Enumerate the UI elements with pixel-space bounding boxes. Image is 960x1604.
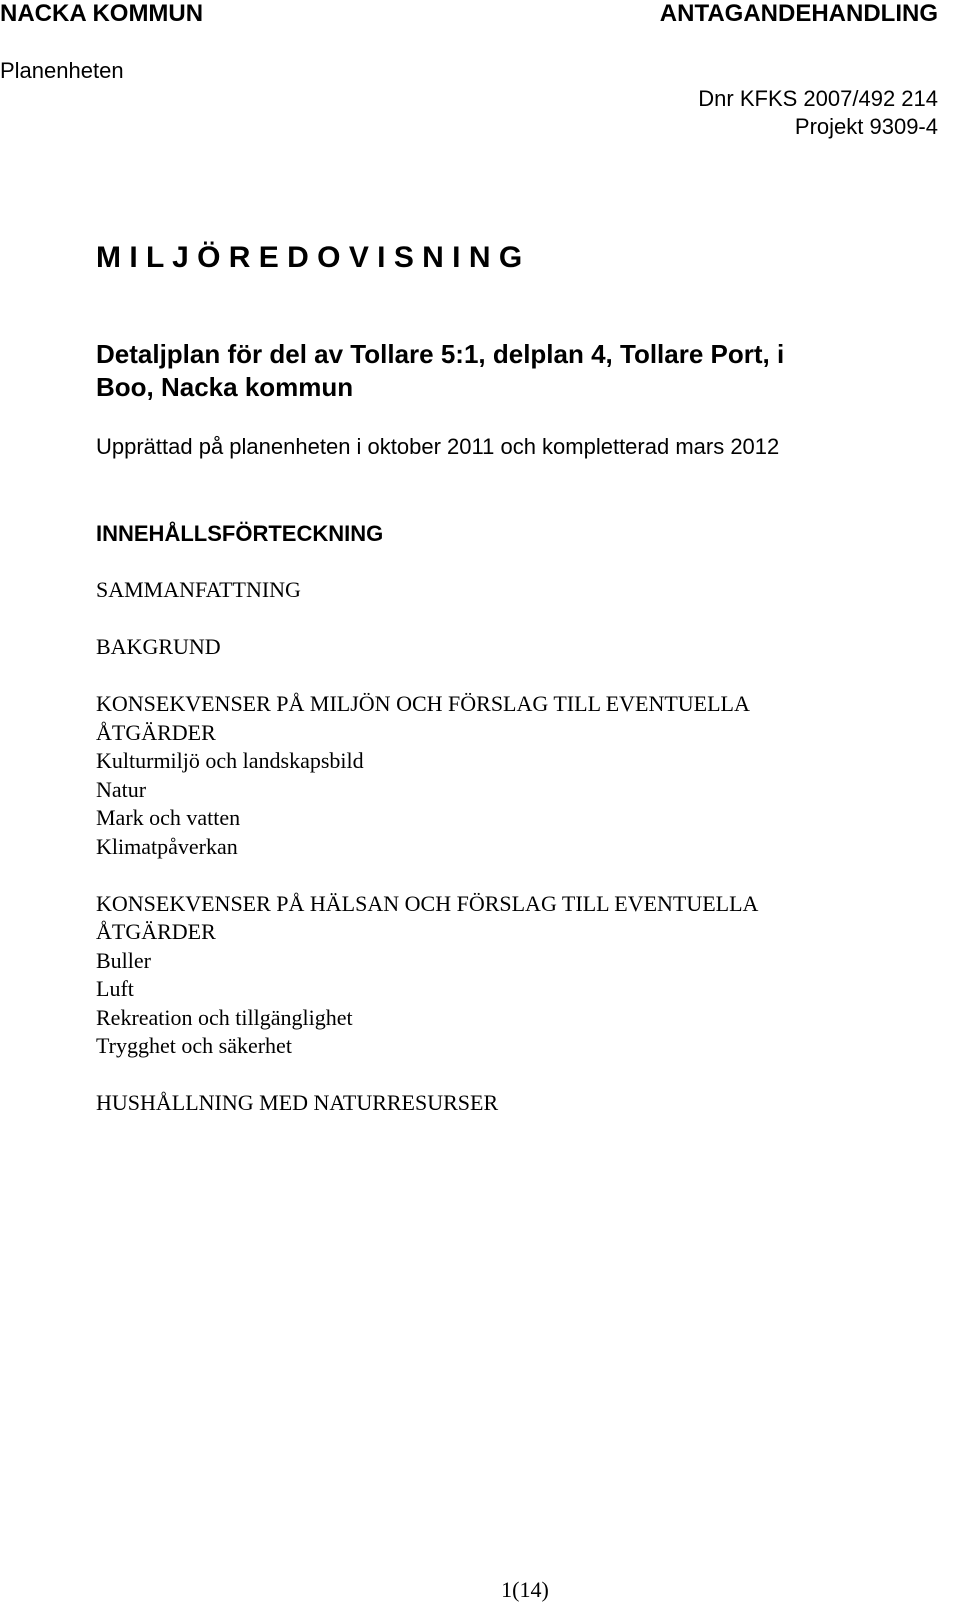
toc-entry: ÅTGÄRDER: [96, 719, 216, 745]
toc-entry: Kulturmiljö och landskapsbild: [96, 748, 364, 773]
toc-entry: SAMMANFATTNING: [96, 577, 301, 602]
toc-entry: Buller: [96, 947, 151, 973]
toc-entry: Mark och vatten: [96, 805, 241, 830]
toc-entry: KONSEKVENSER PÅ MILJÖN OCH FÖRSLAG TILL EVENTUELLA: [96, 691, 750, 716]
document-title: M I L J Ö R E D O V I S N I N G: [96, 241, 523, 274]
document-subtitle: [96, 338, 896, 404]
toc-entry: Luft: [96, 976, 134, 1001]
toc-section-environment: [96, 690, 916, 861]
subtitle-line: Detaljplan för del av Tollare 5:1, delplan 4, Tollare Port, i: [96, 339, 785, 369]
toc-entry: ÅTGÄRDER: [96, 919, 216, 944]
prepared-note: Upprättad på planenheten i oktober 2011 och kompletterad mars 2012: [96, 434, 780, 459]
project-number: Projekt 9309-4: [794, 114, 938, 139]
table-of-contents: [96, 576, 916, 1146]
toc-section-health: [96, 890, 916, 1061]
subtitle-line: Boo, Nacka kommun: [96, 372, 354, 402]
page-number: 1(14): [501, 1577, 549, 1602]
toc-entry: Natur: [96, 776, 147, 802]
toc-section-background: [96, 633, 916, 662]
toc-section-summary: [96, 576, 916, 605]
document-status: ANTAGANDEHANDLING: [659, 0, 938, 27]
toc-entry: KONSEKVENSER PÅ HÄLSAN OCH FÖRSLAG TILL EVENTUELLA: [96, 890, 759, 916]
toc-entry: Rekreation och tillgänglighet: [96, 1004, 353, 1030]
toc-heading: INNEHÅLLSFÖRTECKNING: [96, 521, 384, 546]
organization-name: NACKA KOMMUN: [0, 0, 204, 27]
toc-entry: Trygghet och säkerhet: [96, 1033, 292, 1058]
toc-entry: HUSHÅLLNING MED NATURRESURSER: [96, 1090, 499, 1115]
department-name: Planenheten: [0, 58, 124, 83]
toc-entry: Klimatpåverkan: [96, 833, 238, 859]
registration-number: Dnr KFKS 2007/492 214: [698, 86, 938, 111]
toc-section-resources: [96, 1089, 916, 1118]
toc-entry: BAKGRUND: [96, 634, 221, 659]
